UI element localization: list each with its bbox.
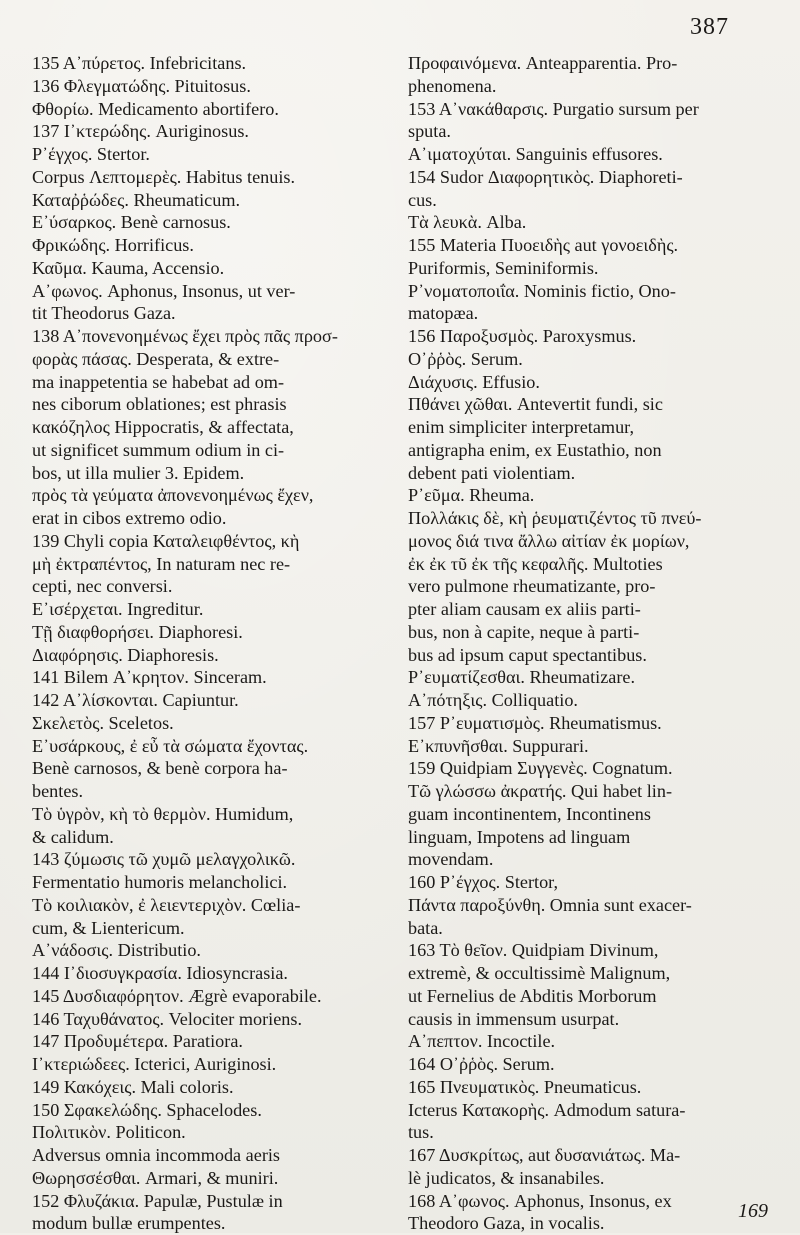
text-line: Icterus Κατακορὴς. Admodum satura- xyxy=(408,1099,686,1120)
text-line: ma inappetentia se habebat ad om- xyxy=(32,371,284,392)
text-line: bos, ut illa mulier 3. Epidem. xyxy=(32,462,245,483)
text-line: 165 Πνευματικὸς. Pneumaticus. xyxy=(408,1076,642,1097)
text-line: 155 Materia Πυοειδὴς aut γονοειδὴς. xyxy=(408,235,679,255)
text-line: 136 Φλεγματώδης. Pituitosus. xyxy=(32,75,251,96)
text-line: phenomena. xyxy=(408,75,497,96)
text-line: Πάντα παροξύνθη. Omnia sunt exacer- xyxy=(408,894,692,915)
text-line: 147 Προδυμέτερα. Paratiora. xyxy=(32,1031,243,1052)
text-line: Προφαινόμενα. Anteapparentia. Pro- xyxy=(408,53,678,73)
text-line: cum, & Lientericum. xyxy=(32,917,185,938)
text-line: cepti, nec conversi. xyxy=(32,576,173,597)
text-line: 144 Ι᾽διοσυγκρασία. Idiosyncrasia. xyxy=(32,963,288,983)
text-line: bus, non à capite, neque à parti- xyxy=(408,621,640,642)
text-line: bus ad ipsum caput spectantibus. xyxy=(408,644,647,665)
text-line: Fermentatio humoris melancholici. xyxy=(32,872,288,892)
text-line: modum bullæ erumpentes. xyxy=(32,1213,226,1234)
text-line: 142 Α᾽λίσκονται. Capiuntur. xyxy=(32,690,239,710)
text-line: Benè carnosos, & benè corpora ha- xyxy=(32,758,288,779)
text-line: Πθάνει χῶθαι. Antevertit fundi, sic xyxy=(408,394,663,415)
text-line: tus. xyxy=(408,1122,434,1143)
text-line: Διάχυσις. Effusio. xyxy=(408,371,540,392)
signature-mark: 169 xyxy=(738,1200,768,1222)
text-line: 156 Παροξυσμὸς. Paroxysmus. xyxy=(408,326,637,346)
text-line: Τῶ γλώσσω ἀκρατής. Qui habet lin- xyxy=(408,781,673,801)
text-line: 164 Ο᾽ῤῥὸς. Serum. xyxy=(408,1054,555,1074)
text-line: 163 Τὸ θεῖον. Quidpiam Divinum, xyxy=(408,940,659,961)
text-line: Ε᾽υσάρκους, ἐ εὖ τὰ σώματα ἔχοντας. xyxy=(32,735,309,756)
text-line: Τὰ λευκὰ. Alba. xyxy=(408,212,527,233)
text-line: Τῇ διαφθορήσει. Diaphoresi. xyxy=(32,621,243,642)
text-line: 137 Ι᾽κτερώδης. Auriginosus. xyxy=(32,121,249,142)
text-line: μὴ ἐκτραπέντος, In naturam nec re- xyxy=(32,553,291,574)
text-line: Φθορίω. Medicamento abortifero. xyxy=(32,98,279,119)
text-line: antigrapha enim, ex Eustathio, non xyxy=(408,439,662,460)
text-line: causis in immensum usurpat. xyxy=(408,1008,620,1029)
text-line: Ε᾽κπυνῆσθαι. Suppurari. xyxy=(408,735,589,756)
text-line: Ε᾽ύσαρκος. Benè carnosus. xyxy=(32,212,231,233)
text-line: Ρ᾽εῦμα. Rheuma. xyxy=(408,485,535,506)
text-line: Theodoro Gaza, in vocalis. xyxy=(408,1213,605,1234)
text-line: Φρικώδης. Horrificus. xyxy=(32,235,194,255)
text-line: 149 Κακόχεις. Mali coloris. xyxy=(32,1076,234,1097)
left-column xyxy=(32,52,392,1235)
text-line: 167 Δυσκρίτως, aut δυσανιάτως. Ma- xyxy=(408,1145,681,1165)
text-line: tit Theodorus Gaza. xyxy=(32,303,176,324)
text-line: Σκελετὸς. Sceletos. xyxy=(32,712,174,733)
text-line: 157 Ρ᾽ευματισμὸς. Rheumatismus. xyxy=(408,712,662,733)
text-line: ἐκ ἐκ τῦ ἐκ τῆς κεφαλῆς. Multoties xyxy=(408,553,663,574)
text-line: 141 Bilem Α᾽κρητον. Sinceram. xyxy=(32,667,267,688)
text-line: 138 Α᾽πονενοημένως ἔχει πρὸς πᾶς προσ- xyxy=(32,326,338,346)
text-line: Καῦμα. Kauma, Accensio. xyxy=(32,257,225,278)
text-line: sputa. xyxy=(408,121,451,142)
text-line: Καταῤῥώδες. Rheumaticum. xyxy=(32,189,241,210)
text-line: Θωρησσέσθαι. Armari, & muniri. xyxy=(32,1167,279,1188)
text-line: κακόζηλος Hippocratis, & affectata, xyxy=(32,417,294,437)
page-number: 387 xyxy=(690,14,729,40)
text-line: ut Fernelius de Abditis Morborum xyxy=(408,985,657,1006)
text-line: 153 Α᾽νακάθαρσις. Purgatio sursum per xyxy=(408,98,699,119)
text-line: Πολλάκις δὲ, κὴ ῥευματιζέντος τῦ πνεύ- xyxy=(408,508,702,528)
text-line: bata. xyxy=(408,917,443,938)
text-line: Α᾽φωνος. Aphonus, Insonus, ut ver- xyxy=(32,280,296,301)
text-line: lè judicatos, & insanabiles. xyxy=(408,1167,605,1188)
text-line: Ρ᾽νοματοποιΐα. Nominis fictio, Ono- xyxy=(408,280,676,301)
text-line: 152 Φλυζάκια. Papulæ, Pustulæ in xyxy=(32,1190,283,1211)
text-line: Corpus Λεπτομερὲς. Habitus tenuis. xyxy=(32,166,296,187)
text-line: 139 Chyli copia Καταλειφθέντος, κὴ xyxy=(32,530,300,551)
text-line: Τὸ ὑγρὸν, κὴ τὸ θερμὸν. Humidum, xyxy=(32,803,294,824)
text-line: Α᾽πεπτον. Incoctile. xyxy=(408,1031,556,1052)
text-line: πρὸς τὰ γεύματα ἀπονενοημένως ἔχεν, xyxy=(32,485,314,506)
text-line: Α᾽νάδοσις. Distributio. xyxy=(32,940,201,961)
text-line: 143 ζύμωσις τῶ χυμῶ μελαγχολικῶ. xyxy=(32,849,296,870)
text-line: ut significet summum odium in ci- xyxy=(32,439,285,460)
text-line: & calidum. xyxy=(32,826,114,847)
text-line: Α᾽πότηξις. Colliquatio. xyxy=(408,690,578,710)
text-line: μονος διά τινα ἄλλω αἰτίαν ἐκ μορίων, xyxy=(408,530,690,551)
text-line: Ο᾽ῤῥὸς. Serum. xyxy=(408,348,523,369)
text-line: pter aliam causam ex aliis parti- xyxy=(408,599,641,619)
text-line: bentes. xyxy=(32,781,84,801)
text-line: Διαφόρησις. Diaphoresis. xyxy=(32,644,219,665)
text-line: 168 Α᾽φωνος. Aphonus, Insonus, ex xyxy=(408,1190,672,1211)
text-line: Τὸ κοιλιακὸν, ἐ λειεντεριχὸν. Cœlia- xyxy=(32,894,301,915)
text-line: Πολιτικὸν. Politicon. xyxy=(32,1122,186,1143)
text-line: movendam. xyxy=(408,849,494,870)
text-line: Ι᾽κτεριώδεες. Icterici, Auriginosi. xyxy=(32,1054,277,1074)
text-line: Puriformis, Seminiformis. xyxy=(408,257,599,278)
text-line: nes ciborum oblationes; est phrasis xyxy=(32,394,287,415)
text-line: extremè, & occultissimè Malignum, xyxy=(408,963,671,983)
text-line: 135 Α᾽πύρετος. Infebricitans. xyxy=(32,53,247,73)
text-line: 150 Σφακελώδης. Sphacelodes. xyxy=(32,1099,262,1120)
text-line: vero pulmone rheumatizante, pro- xyxy=(408,576,656,597)
text-line: erat in cibos extremo odio. xyxy=(32,508,227,528)
text-line: Α᾽ιματοχύται. Sanguinis effusores. xyxy=(408,144,663,164)
text-line: 145 Δυσδιαφόρητον. Ægrè evaporabile. xyxy=(32,985,322,1006)
text-line: linguam, Impotens ad linguam xyxy=(408,826,631,847)
text-line: φορὰς πάσας. Desperata, & extre- xyxy=(32,348,280,369)
text-line: guam incontinentem, Incontinens xyxy=(408,803,651,824)
right-column xyxy=(408,52,773,1235)
text-line: 160 Ρ᾽έγχος. Stertor, xyxy=(408,872,559,892)
text-line: debent pati violentiam. xyxy=(408,462,576,483)
text-line: Ρ᾽έγχος. Stertor. xyxy=(32,144,150,164)
text-line: enim simpliciter interpretamur, xyxy=(408,417,635,437)
text-line: Ρ᾽ευματίζεσθαι. Rheumatizare. xyxy=(408,667,636,688)
text-line: 146 Ταχυθάνατος. Velociter moriens. xyxy=(32,1008,302,1029)
text-line: 154 Sudor Διαφορητικὸς. Diaphoreti- xyxy=(408,166,683,187)
text-line: matopæa. xyxy=(408,303,479,324)
text-line: cus. xyxy=(408,189,437,210)
text-line: 159 Quidpiam Συγγενὲς. Cognatum. xyxy=(408,758,673,779)
text-line: Adversus omnia incommoda aeris xyxy=(32,1145,281,1165)
text-line: Ε᾽ισέρχεται. Ingreditur. xyxy=(32,599,204,619)
